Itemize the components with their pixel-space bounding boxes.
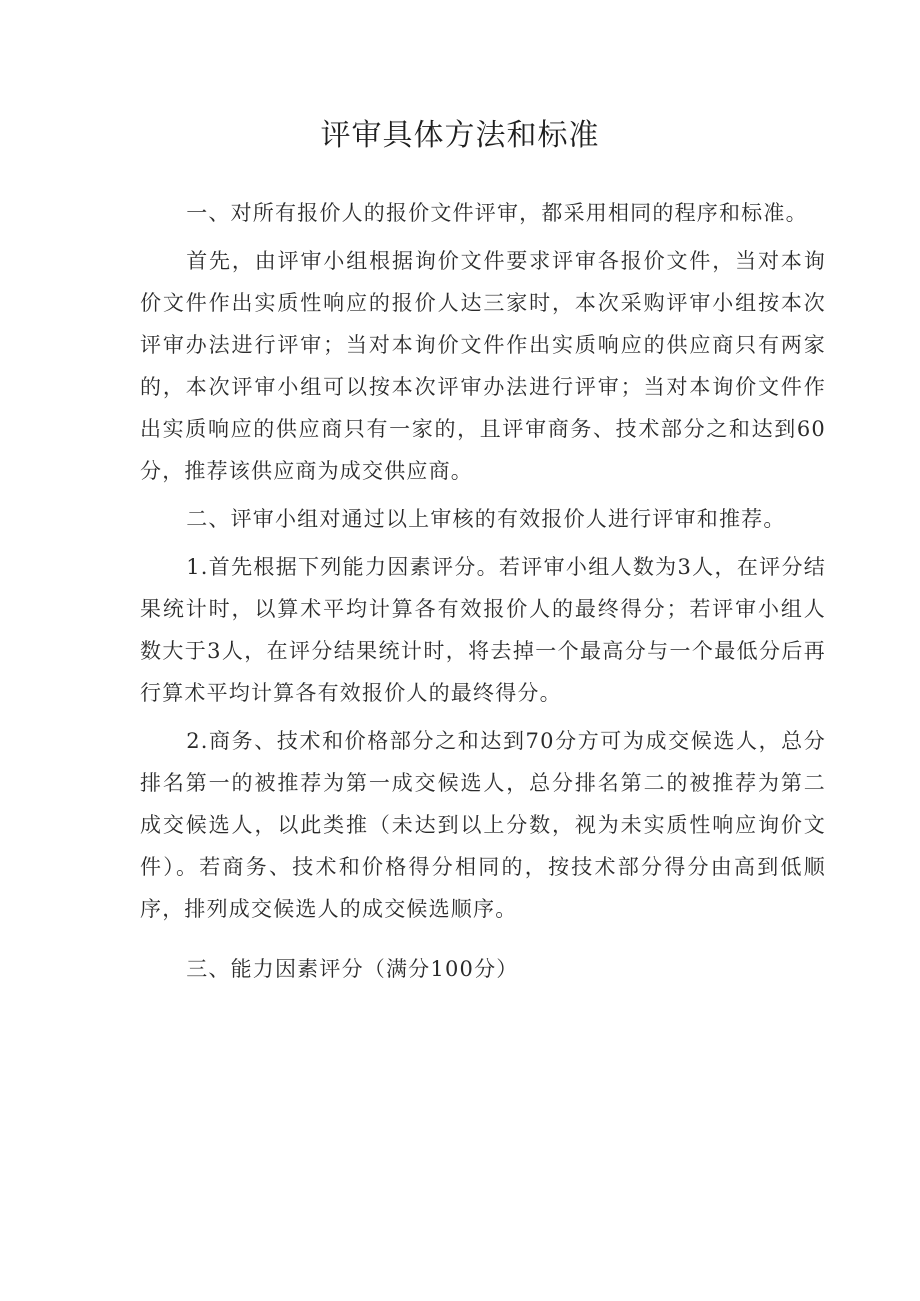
paragraph-section-two: 二、评审小组对通过以上审核的有效报价人进行评审和推荐。: [186, 507, 786, 531]
document-body: [140, 192, 826, 990]
paragraph-item-two: 2.商务、技术和价格部分之和达到70分方可为成交候选人，总分排名第一的被推荐为第一成交候选人，总分排名第二的被推荐为第二成交候选人，以此类推（未达到以上分数，视为未实质性响应询价文件）。若商务、技术和价格得分相同的，按技术部分得分由高到低顺序，排列成交候选人的成交候选顺序。: [140, 729, 826, 921]
page-title: 评审具体方法和标准: [320, 118, 600, 153]
paragraph-section-three: 三、能力因素评分（满分100分）: [186, 957, 519, 981]
paragraph-evaluation-procedure: 首先，由评审小组根据询价文件要求评审各报价文件，当对本询价文件作出实质性响应的报价人达三家时，本次采购评审小组按本次评审办法进行评审；当对本询价文件作出实质响应的供应商只有两家的，本次评审小组可以按本次评审办法进行评审；当对本询价文件作出实质响应的供应商只有一家的，且评审商务、技术部分之和达到60分，推荐该供应商为成交供应商。: [140, 249, 826, 483]
paragraph-item-one: 1.首先根据下列能力因素评分。若评审小组人数为3人，在评分结果统计时，以算术平均计算各有效报价人的最终得分；若评审小组人数大于3人，在评分结果统计时，将去掉一个最高分与一个最低分后再行算术平均计算各有效报价人的最终得分。: [140, 555, 826, 705]
paragraph-section-one: 一、对所有报价人的报价文件评审，都采用相同的程序和标准。: [186, 201, 808, 225]
